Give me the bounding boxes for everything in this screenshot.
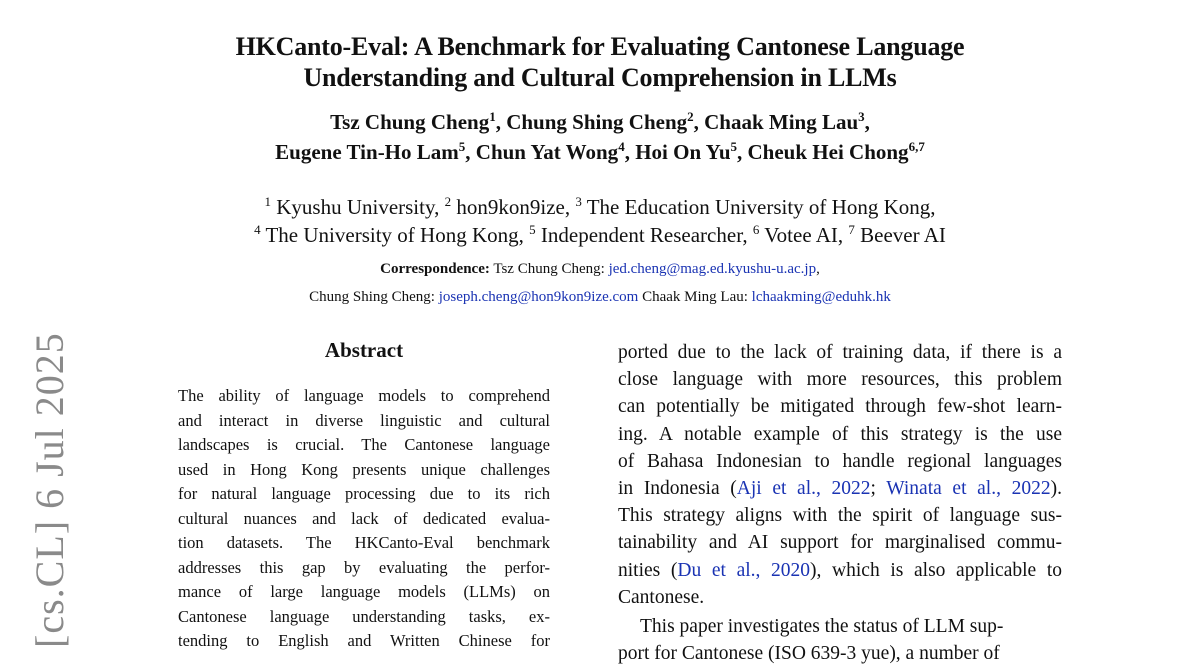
author-sup: 3	[858, 109, 865, 124]
author-name: Chung Shing Cheng	[506, 110, 688, 134]
correspondence-line-1: Correspondence: Tsz Chung Cheng: jed.cheng@mag.ed.kyushu-u.ac.jp,	[380, 261, 820, 277]
body-line: can potentially be mitigated through few-shot learn-	[618, 396, 1062, 418]
author-name: Tsz Chung Cheng	[330, 110, 490, 134]
author-name: Cheuk Hei Chong	[747, 140, 909, 164]
author-line-1: Tsz Chung Cheng$^1$, Chung Shing Cheng$^2$, Chaak Ming Lau$^3$,	[330, 109, 870, 134]
abstract-line: The ability of language models to comprehend	[178, 386, 550, 405]
correspondence-line-2: Chung Shing Cheng: joseph.cheng@hon9kon9ize.com Chaak Ming Lau: lchaakming@eduhk.hk	[309, 289, 891, 305]
body-line: Cantonese.	[618, 586, 705, 608]
title-line-2: Understanding and Cultural Comprehension in LLMs	[303, 63, 897, 92]
affiliation: Beever AI	[860, 223, 946, 247]
body-line: ing. A notable example of this strategy is the use	[618, 423, 1062, 445]
affiliations	[150, 193, 1050, 249]
author-name: Chun Yat Wong	[475, 140, 619, 164]
affiliation: Kyushu University	[276, 195, 435, 219]
body-line: of Bahasa Indonesian to handle regional languages	[618, 450, 1062, 472]
affiliation-line-1: $^1$ Kyushu University, $^2$ hon9kon9ize, $^3$ The Education University of Hong Kong,	[264, 194, 936, 219]
citation-link[interactable]: Du et al., 2020	[677, 559, 811, 581]
author-name: Hoi On Yu	[635, 140, 731, 164]
abstract-line: tion datasets. The HKCanto-Eval benchmark	[178, 533, 550, 552]
body-line: tainability and AI support for marginalised commu-	[618, 532, 1062, 554]
abstract-line: cultural nuances and lack of dedicated evalua-	[178, 508, 550, 528]
affiliation: Independent Researcher	[540, 223, 743, 247]
email-link[interactable]: lchaakming@eduhk.hk	[751, 289, 891, 305]
title-line-1: HKCanto-Eval: A Benchmark for Evaluating Cantonese Language	[235, 32, 965, 61]
affiliation: The University of Hong Kong	[265, 223, 519, 247]
abstract-line: used in Hong Kong presents unique challenges	[178, 459, 550, 479]
abstract-line: tending to English and Written Chinese for	[178, 631, 550, 650]
body-line: This paper investigates the status of LLM sup-	[640, 616, 1004, 638]
author-sup: 4	[618, 139, 625, 154]
email-link[interactable]: jed.cheng@mag.ed.kyushu-u.ac.jp	[608, 261, 817, 277]
body-line: ported due to the lack of training data, if there is a	[618, 342, 1062, 363]
author-sup: 1	[489, 109, 496, 124]
author-sup: 5	[730, 139, 738, 154]
body-line: nities (Du et al., 2020), which is also applicable to	[618, 559, 1062, 581]
citation-link[interactable]: Winata et al., 2022	[886, 478, 1051, 500]
correspondence-label: Correspondence:	[380, 261, 490, 277]
affiliation-line-2: $^4$ The University of Hong Kong, $^5$ Independent Researcher, $^6$ Votee AI, $^7$ Beever AI	[254, 222, 946, 247]
citation-link[interactable]: Aji et al., 2022	[736, 478, 871, 500]
body-line: port for Cantonese (ISO 639-3 yue), a number of	[618, 643, 1000, 665]
email-link[interactable]: joseph.cheng@hon9kon9ize.com	[438, 289, 639, 305]
affiliation: hon9kon9ize	[456, 195, 565, 219]
abstract-line: addresses this gap by evaluating the perfor-	[178, 557, 550, 577]
author-sup: 2	[687, 109, 694, 124]
affiliation: The Education University of Hong Kong	[586, 195, 931, 219]
affiliation: Votee AI	[764, 223, 838, 247]
abstract-line: Cantonese language understanding tasks, ex-	[178, 606, 550, 626]
abstract-line: and interact in diverse linguistic and cultural	[178, 410, 550, 430]
paper-title	[150, 31, 1050, 93]
author-list	[150, 107, 1050, 167]
arxiv-stamp: [cs.CL] 6 Jul 2025	[27, 332, 72, 648]
body-line: in Indonesia (Aji et al., 2022; Winata et al., 2022).	[618, 478, 1062, 500]
body-column-right	[618, 339, 1062, 667]
author-sup: 6,7	[908, 139, 925, 154]
correspondence	[150, 255, 1050, 311]
abstract-line: landscapes is crucial. The Cantonese language	[178, 435, 550, 454]
body-line: This strategy aligns with the spirit of language sus-	[618, 505, 1062, 527]
author-line-2: Eugene Tin-Ho Lam$^5$, Chun Yat Wong$^4$, Hoi On Yu$^5$, Cheuk Hei Chong$^{6,7}$	[275, 139, 925, 164]
body-line: close language with more resources, this problem	[618, 369, 1062, 391]
author-name: Eugene Tin-Ho Lam	[275, 140, 459, 164]
abstract-body	[178, 384, 550, 654]
abstract-line: for natural language processing due to its rich	[178, 484, 550, 503]
author-name: Chaak Ming Lau	[704, 110, 859, 134]
author-sup: 5	[458, 139, 466, 154]
abstract-heading: Abstract	[324, 338, 404, 362]
abstract-line: mance of large language models (LLMs) on	[178, 582, 550, 601]
